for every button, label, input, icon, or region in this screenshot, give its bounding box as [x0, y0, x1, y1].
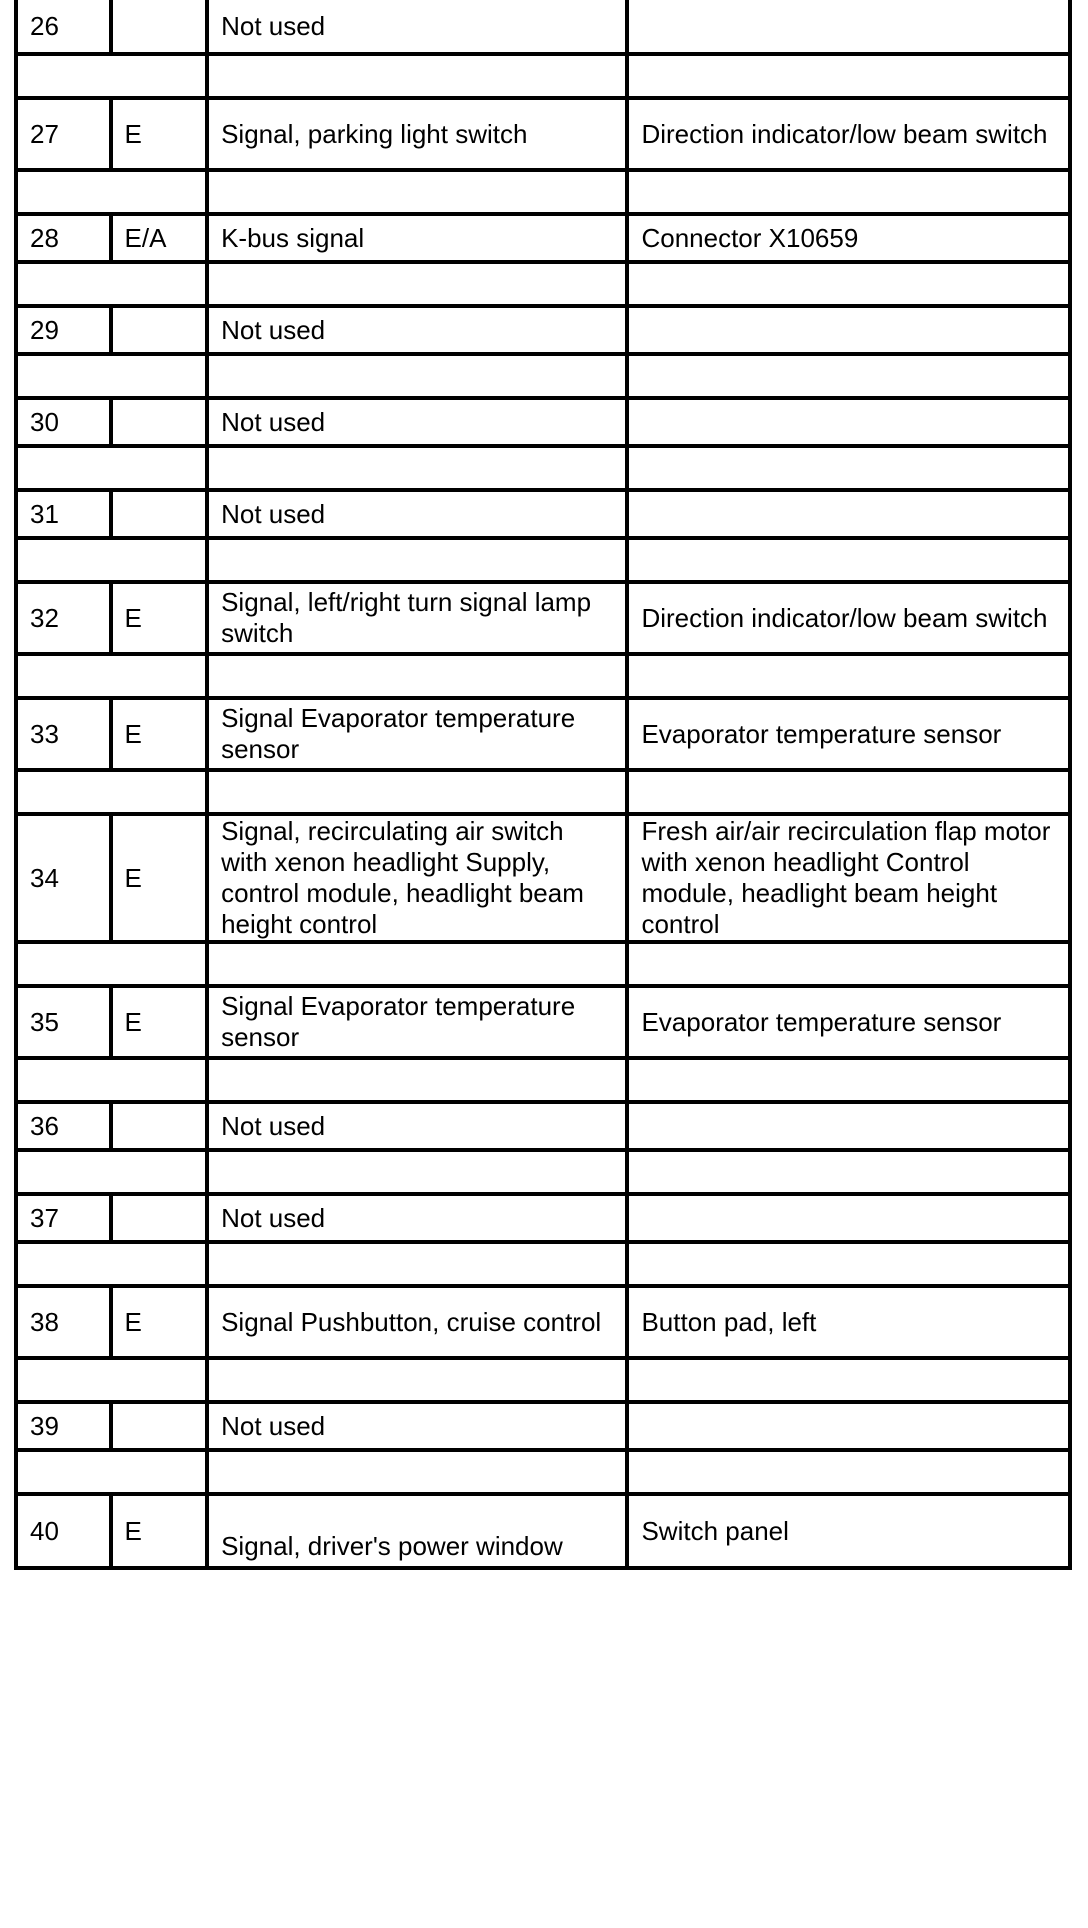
spacer-cell: [207, 1058, 627, 1102]
cell-desc: Signal Evaporator temperature sensor: [207, 698, 627, 770]
spacer-row: [16, 262, 1070, 306]
spacer-cell: [16, 354, 207, 398]
cell-comp: Fresh air/air recirculation flap motor with xenon headlight Control module, headlight beam height control: [627, 814, 1070, 942]
spacer-row: [16, 170, 1070, 214]
spacer-row: [16, 446, 1070, 490]
cell-pin: 36: [16, 1102, 111, 1150]
cell-pin: 40: [16, 1494, 111, 1568]
spacer-cell: [207, 262, 627, 306]
spacer-row: [16, 770, 1070, 814]
spacer-cell: [627, 1358, 1070, 1402]
spacer-cell: [627, 446, 1070, 490]
cell-desc: Signal Evaporator temperature sensor: [207, 986, 627, 1058]
table-row: [16, 398, 1070, 446]
spacer-cell: [16, 1150, 207, 1194]
spacer-row: [16, 1150, 1070, 1194]
table-row: [16, 986, 1070, 1058]
cell-pin: 28: [16, 214, 111, 262]
cell-desc: Not used: [207, 1102, 627, 1150]
spacer-cell: [207, 446, 627, 490]
table-row: [16, 0, 1070, 54]
cell-pin: 38: [16, 1286, 111, 1358]
cell-desc: Signal, driver's power window: [207, 1494, 627, 1568]
cell-io: [111, 0, 208, 54]
table-row: [16, 582, 1070, 654]
spacer-cell: [16, 770, 207, 814]
cell-io: [111, 490, 208, 538]
cell-pin: 35: [16, 986, 111, 1058]
spacer-row: [16, 654, 1070, 698]
cell-io: [111, 398, 208, 446]
table-row: [16, 490, 1070, 538]
spacer-row: [16, 354, 1070, 398]
cell-pin: 31: [16, 490, 111, 538]
cell-comp: [627, 398, 1070, 446]
cell-comp: [627, 1402, 1070, 1450]
cell-comp: [627, 490, 1070, 538]
cell-comp: Direction indicator/low beam switch: [627, 582, 1070, 654]
spacer-cell: [627, 1450, 1070, 1494]
cell-comp: Button pad, left: [627, 1286, 1070, 1358]
spacer-cell: [207, 942, 627, 986]
cell-desc: Not used: [207, 490, 627, 538]
spacer-cell: [16, 1450, 207, 1494]
spacer-cell: [627, 1150, 1070, 1194]
spacer-cell: [627, 770, 1070, 814]
table-row: [16, 1194, 1070, 1242]
cell-io: E: [111, 814, 208, 942]
cell-pin: 29: [16, 306, 111, 354]
spacer-cell: [207, 1150, 627, 1194]
cell-pin: 27: [16, 98, 111, 170]
spacer-row: [16, 54, 1070, 98]
spacer-cell: [627, 538, 1070, 582]
table-row: [16, 214, 1070, 262]
spacer-cell: [16, 1058, 207, 1102]
cell-comp: [627, 306, 1070, 354]
table-row: [16, 1494, 1070, 1568]
cell-pin: 26: [16, 0, 111, 54]
spacer-cell: [627, 1242, 1070, 1286]
spacer-row: [16, 1450, 1070, 1494]
cell-pin: 34: [16, 814, 111, 942]
pin-assignment-table: [14, 0, 1072, 1570]
cell-io: [111, 1194, 208, 1242]
spacer-cell: [16, 538, 207, 582]
table-row: [16, 698, 1070, 770]
spacer-cell: [627, 170, 1070, 214]
cell-io: E: [111, 698, 208, 770]
cell-comp: [627, 0, 1070, 54]
cell-comp: Switch panel: [627, 1494, 1070, 1568]
table-row: [16, 1102, 1070, 1150]
cell-desc: Signal, recirculating air switch with xenon headlight Supply, control module, headlight beam height control: [207, 814, 627, 942]
cell-io: E: [111, 1494, 208, 1568]
spacer-cell: [16, 654, 207, 698]
table-body: [16, 0, 1070, 1568]
cell-desc: K-bus signal: [207, 214, 627, 262]
spacer-cell: [627, 654, 1070, 698]
spacer-cell: [16, 262, 207, 306]
spacer-cell: [627, 1058, 1070, 1102]
cell-comp: Evaporator temperature sensor: [627, 986, 1070, 1058]
cell-io: E: [111, 582, 208, 654]
cell-pin: 39: [16, 1402, 111, 1450]
cell-comp: Direction indicator/low beam switch: [627, 98, 1070, 170]
spacer-cell: [16, 1358, 207, 1402]
spacer-cell: [207, 1242, 627, 1286]
table-row: [16, 1286, 1070, 1358]
spacer-cell: [207, 538, 627, 582]
cell-desc: Not used: [207, 398, 627, 446]
cell-desc: Signal, parking light switch: [207, 98, 627, 170]
spacer-cell: [207, 770, 627, 814]
cell-comp: Evaporator temperature sensor: [627, 698, 1070, 770]
spacer-cell: [16, 54, 207, 98]
spacer-cell: [16, 942, 207, 986]
cell-desc: Not used: [207, 306, 627, 354]
cell-comp: Connector X10659: [627, 214, 1070, 262]
cell-io: E: [111, 98, 208, 170]
spacer-cell: [207, 1358, 627, 1402]
table-row: [16, 306, 1070, 354]
spacer-row: [16, 538, 1070, 582]
spacer-cell: [627, 54, 1070, 98]
spacer-cell: [627, 354, 1070, 398]
cell-io: E: [111, 1286, 208, 1358]
spacer-cell: [207, 354, 627, 398]
cell-pin: 37: [16, 1194, 111, 1242]
spacer-cell: [16, 1242, 207, 1286]
table-row: [16, 1402, 1070, 1450]
spacer-row: [16, 942, 1070, 986]
cell-desc: Not used: [207, 0, 627, 54]
spacer-cell: [207, 170, 627, 214]
cell-pin: 33: [16, 698, 111, 770]
spacer-row: [16, 1242, 1070, 1286]
spacer-row: [16, 1358, 1070, 1402]
spacer-cell: [16, 170, 207, 214]
spacer-cell: [627, 262, 1070, 306]
cell-comp: [627, 1102, 1070, 1150]
spacer-row: [16, 1058, 1070, 1102]
spacer-cell: [207, 54, 627, 98]
cell-io: [111, 1402, 208, 1450]
spacer-cell: [16, 446, 207, 490]
cell-pin: 32: [16, 582, 111, 654]
cell-desc: Signal Pushbutton, cruise control: [207, 1286, 627, 1358]
spacer-cell: [207, 654, 627, 698]
cell-io: [111, 1102, 208, 1150]
cell-pin: 30: [16, 398, 111, 446]
cell-desc: Signal, left/right turn signal lamp switch: [207, 582, 627, 654]
cell-io: [111, 306, 208, 354]
cell-desc: Not used: [207, 1402, 627, 1450]
cell-io: E/A: [111, 214, 208, 262]
table-row: [16, 98, 1070, 170]
cell-io: E: [111, 986, 208, 1058]
spacer-cell: [627, 942, 1070, 986]
cell-desc: Not used: [207, 1194, 627, 1242]
table-row: [16, 814, 1070, 942]
spacer-cell: [207, 1450, 627, 1494]
cell-comp: [627, 1194, 1070, 1242]
